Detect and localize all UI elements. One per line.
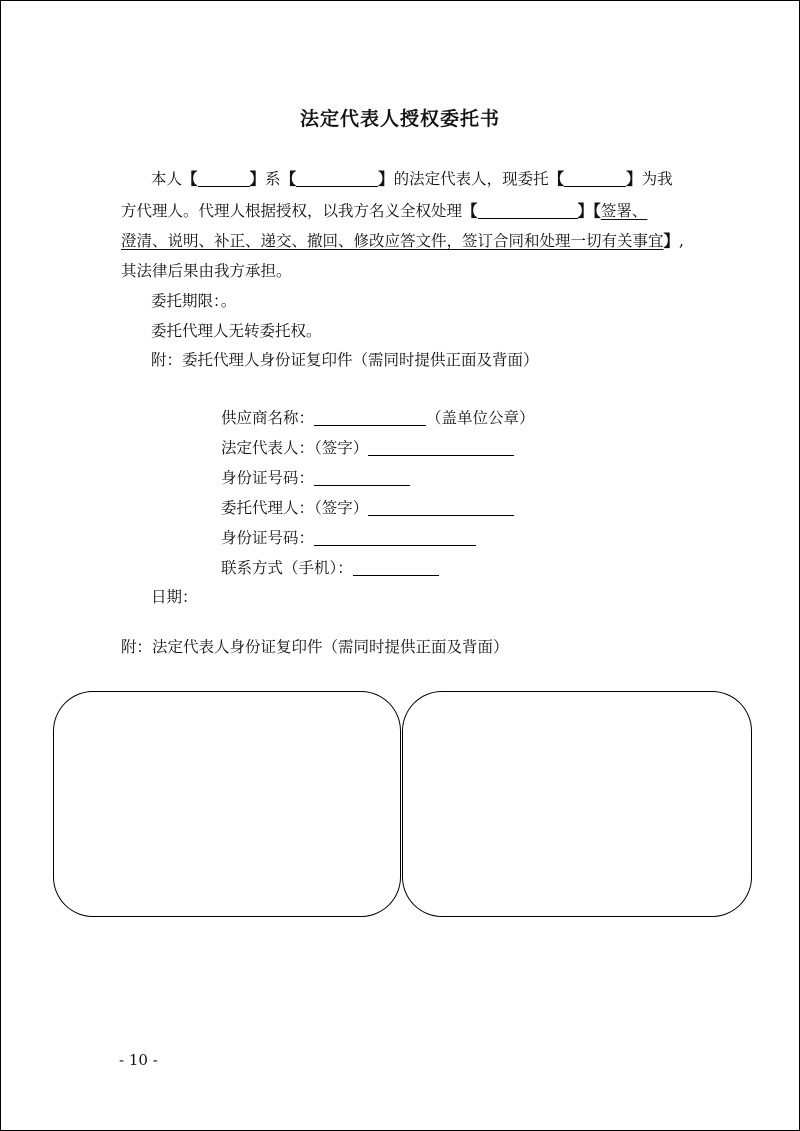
attachment-note-2: 附：法定代表人身份证复印件（需同时提供正面及背面） — [121, 638, 509, 656]
bracket-close: 】 — [378, 169, 394, 188]
id1-row — [221, 466, 410, 488]
bracket-open: 【 — [548, 169, 565, 188]
blank-name — [198, 170, 250, 187]
text: , — [679, 232, 684, 250]
attachment-note-1: 附：委托代理人身份证复印件（需同时提供正面及背面） — [151, 351, 539, 369]
body-line-2 — [121, 199, 647, 221]
text: 系 — [265, 170, 281, 188]
agent-blank — [368, 499, 514, 516]
document-title: 法定代表人授权委托书 — [299, 108, 500, 130]
body-line-1 — [151, 167, 673, 189]
body-line-3 — [121, 229, 684, 251]
page-number: - 10 - — [119, 1051, 158, 1069]
scope-text: 签署、 — [600, 202, 648, 220]
bracket-open: 【 — [593, 201, 601, 220]
supplier-blank — [314, 409, 426, 426]
bracket-open: 【 — [462, 201, 478, 220]
text: 的法定代表人，现委托 — [393, 170, 549, 188]
bracket-close: 】 — [577, 201, 594, 220]
id2-blank — [314, 529, 476, 546]
id2-label: 身份证号码： — [221, 529, 315, 547]
blank-agent — [564, 170, 626, 187]
contact-label: 联系方式（手机）： — [221, 559, 353, 577]
blank-company — [296, 170, 378, 187]
bracket-close: 】 — [663, 231, 680, 250]
agent-row — [221, 496, 514, 518]
id-back-box — [402, 691, 752, 917]
legal-rep-row — [221, 436, 514, 458]
no-transfer-line: 委托代理人无转委托权。 — [151, 322, 322, 340]
bracket-open: 【 — [182, 169, 198, 188]
contact-row — [221, 556, 439, 578]
legal-rep-blank — [368, 439, 514, 456]
id1-blank — [314, 469, 410, 486]
blank-project — [478, 202, 578, 219]
text: 方代理人。代理人根据授权，以我方名义全权处理 — [121, 202, 463, 220]
id1-label: 身份证号码： — [221, 469, 315, 487]
agent-label: 委托代理人：（签字） — [221, 499, 369, 517]
date-label: 日期： — [151, 588, 198, 606]
term-line: 委托期限：。 — [151, 292, 237, 310]
bracket-close: 】 — [249, 169, 266, 188]
bracket-close: 】 — [626, 169, 642, 188]
bracket-open: 【 — [280, 169, 297, 188]
supplier-suffix: （盖单位公章） — [426, 409, 535, 427]
text: 为我 — [641, 170, 673, 188]
contact-blank — [353, 559, 439, 576]
scope-text: 澄清、说明、补正、递交、撤回、修改应答文件，签订合同和处理一切有关事宜 — [121, 232, 664, 250]
body-line-4: 其法律后果由我方承担。 — [121, 262, 292, 280]
legal-rep-label: 法定代表人：（签字） — [221, 439, 369, 457]
text: 本人 — [151, 170, 183, 188]
supplier-label: 供应商名称： — [221, 409, 315, 427]
supplier-row — [221, 406, 535, 428]
id-front-box — [53, 691, 401, 917]
id2-row — [221, 526, 476, 548]
